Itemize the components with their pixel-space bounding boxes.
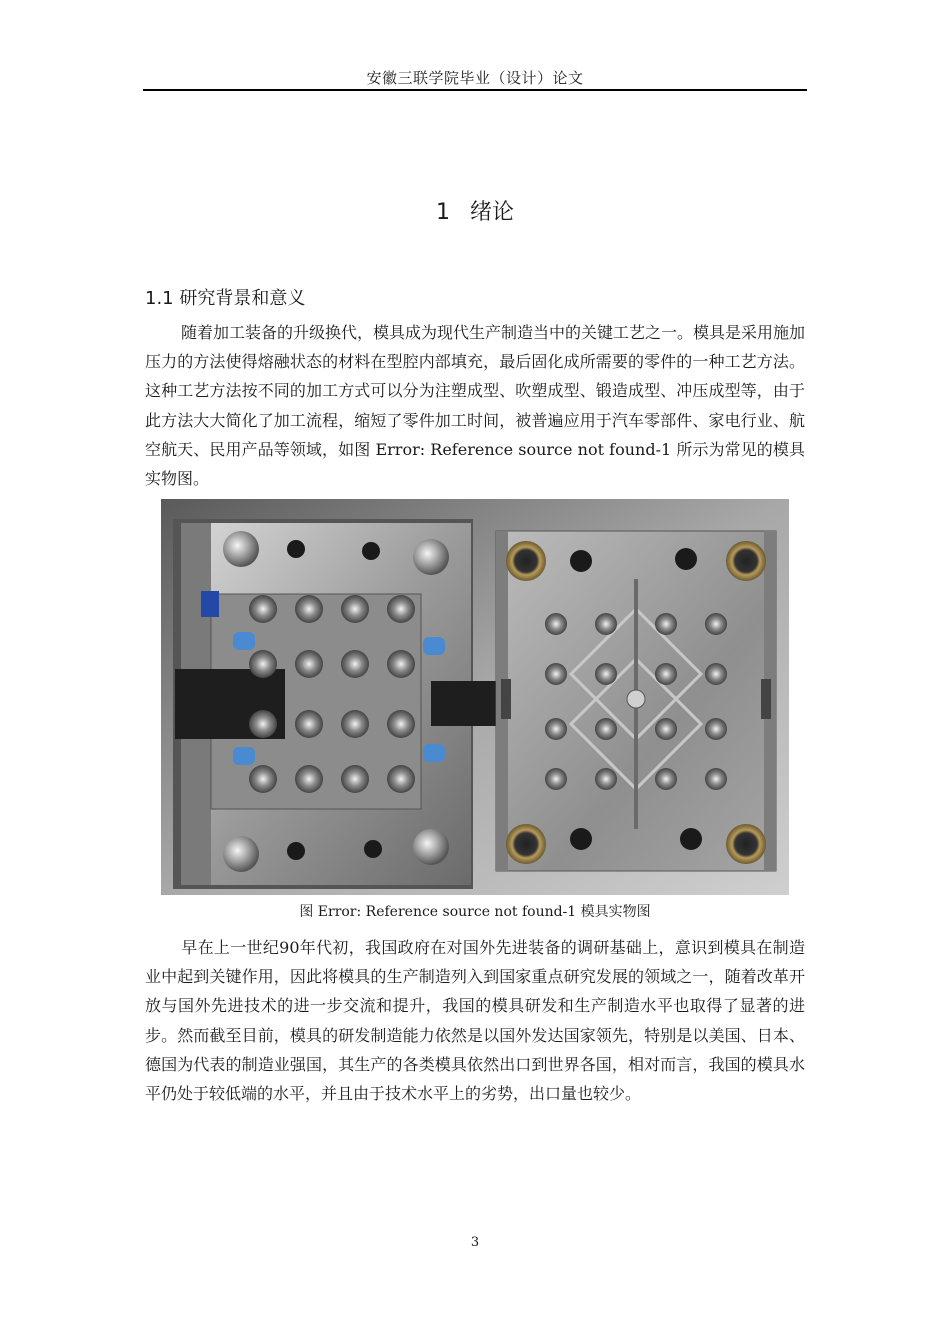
figure-caption: 图 Error: Reference source not found-1 模具实物图 (299, 904, 651, 920)
section-title: 1.1 研究背景和意义 (145, 288, 306, 309)
body-paragraph-2 (145, 933, 805, 1108)
mold-photo (161, 499, 789, 895)
paragraph-2-text: 早在上一世纪90年代初，我国政府在对国外先进装备的调研基础上，意识到模具在制造业中起到关键作用，因此将模具的生产制造列入到国家重点研究发展的领域之一，随着改革开放与国外先进技术的进一步交流和提升，我国的模具研发和生产制造水平也取得了显著的进步。然而截至目前，模具的研发制造能力依然是以国外发达国家领先，特别是以美国、日本、德国为代表的制造业强国，其生产的各类模具依然出口到世界各国，相对而言，我国的模具水平仍处于较低端的水平，并且由于技术水平上的劣势，出口量也较少。 (145, 938, 805, 1104)
paragraph-1-text: 随着加工装备的升级换代，模具成为现代生产制造当中的关键工艺之一。模具是采用施加压力的方法使得熔融状态的材料在型腔内部填充，最后固化成所需要的零件的一种工艺方法。这种工艺方法按不同的加工方式可以分为注塑成型、吹塑成型、锻造成型、冲压成型等，由于此方法大大简化了加工流程，缩短了零件加工时间，被普遍应用于汽车零部件、家电行业、航空航天、民用产品等领域，如图 Error: Reference source not found-1 所示为常见的模具实物图。 (145, 323, 806, 489)
body-paragraph-1 (145, 318, 805, 493)
page-header (143, 68, 807, 91)
page-number: 3 (470, 1235, 480, 1250)
header-title: 安徽三联学院毕业（设计）论文 (366, 69, 584, 87)
chapter-title (143, 196, 807, 230)
chapter-name: 绪论 (469, 200, 514, 225)
chapter-number: 1 (435, 200, 450, 225)
